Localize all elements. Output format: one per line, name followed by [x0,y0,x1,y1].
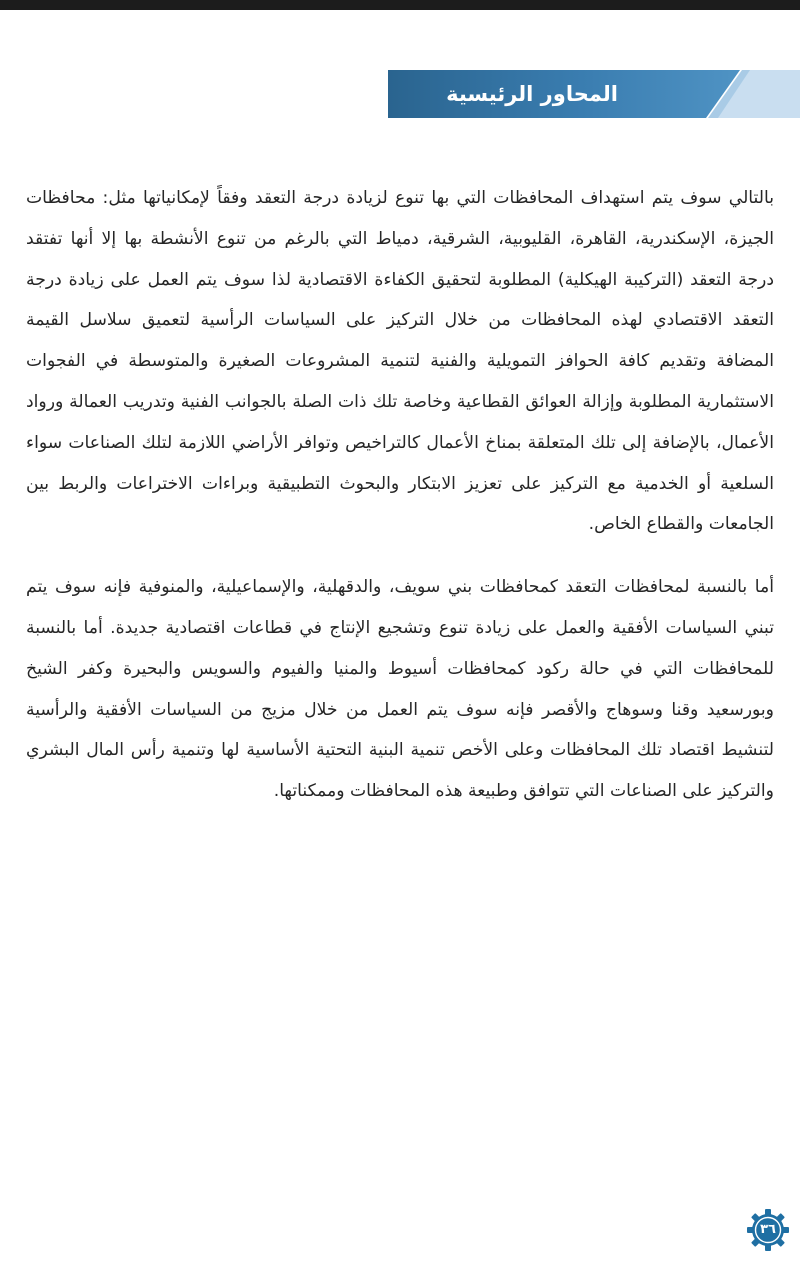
page-number-badge [746,1208,790,1252]
section-title: المحاور الرئيسية [446,82,618,106]
paragraph-2: أما بالنسبة لمحافظات التعقد كمحافظات بني سويف، والدقهلية، والإسماعيلية، والمنوفية فإنه سوف يتم تبني السياسات الأفقية والعمل على زيادة تنوع وتشجيع الإنتاج في قطاعات اقتصادية جديدة. أما بالنسبة للمحافظات التي في حالة ركود كمحافظات أسيوط والمنيا والفيوم والسويس والبحيرة وكفر الشيخ وبورسعيد وقنا وسوهاج والأقصر فإنه سوف يتم العمل من خلال مزيج من السياسات الأفقية والرأسية لتنشيط اقتصاد تلك المحافظات وعلى الأخص تنمية البنية التحتية الأساسية لها وتنمية رأس المال البشري والتركيز على الصناعات التي تتوافق وطبيعة هذه المحافظات وممكناتها. [26,577,774,802]
top-status-bar [0,0,800,10]
body-text [26,178,774,834]
paragraph-1: بالتالي سوف يتم استهداف المحافظات التي بها تنوع لزيادة درجة التعقد وفقاً لإمكانياتها مثل: محافظات الجيزة، الإسكندرية، القاهرة، القليوبية، الشرقية، دمياط التي بالرغم من تنوع الأنشطة بها إلا أنها تفتقد درجة التعقد (التركيبة الهيكلية) المطلوبة لتحقيق الكفاءة الاقتصادية لذا سوف يتم العمل على زيادة درجة التعقد الاقتصادي لهذه المحافظات من خلال التركيز على السياسات الرأسية لتعميق سلاسل القيمة المضافة وتقديم كافة الحوافز التمويلية والفنية لتنمية المشروعات الصغيرة والمتوسطة في الفجوات الاستثمارية المطلوبة وإزالة العوائق القطاعية وخاصة تلك ذات الصلة بالجوانب الفنية وتدريب العمالة ورواد الأعمال، بالإضافة إلى تلك المتعلقة بمناخ الأعمال كالتراخيص وتوافر الأراضي اللازمة لتلك الصناعات سواء السلعية أو الخدمية مع التركيز على تعزيز الابتكار والبحوث التطبيقية وبراءات الاختراعات والربط بين الجامعات والقطاع الخاص. [26,188,774,535]
page-number: ٣٦ [760,1222,776,1237]
